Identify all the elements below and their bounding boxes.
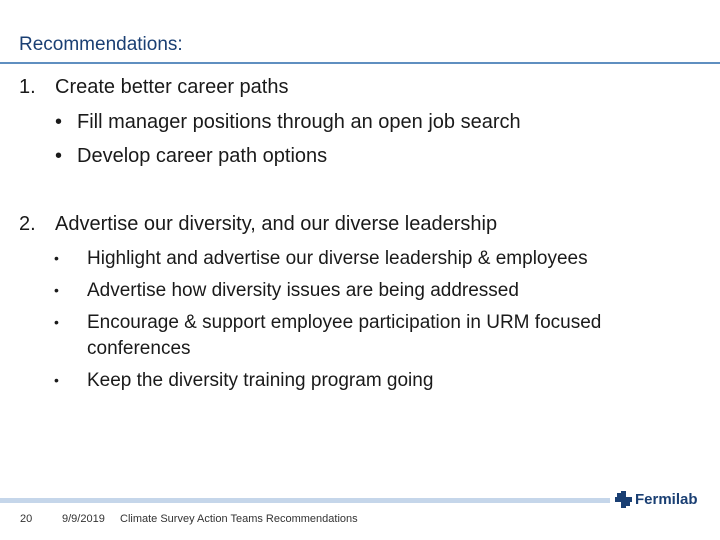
bullet-marker: •: [54, 372, 59, 388]
section-2-bullet: [54, 247, 588, 270]
page-number: 20: [20, 513, 33, 525]
section-2-heading: [19, 213, 497, 236]
fermilab-logo-icon: [615, 491, 632, 508]
bullet-text: Fill manager positions through an open job search: [77, 111, 521, 133]
slide-title: Recommendations:: [19, 34, 183, 55]
bullet-text: Encourage & support employee participation in URM focused: [87, 312, 602, 333]
section-1-heading-text: Create better career paths: [55, 76, 289, 98]
bullet-text: Keep the diversity training program going: [87, 370, 434, 391]
bullet-marker: •: [54, 314, 59, 330]
bullet-text: Advertise how diversity issues are being addressed: [87, 280, 519, 301]
logo-name: Fermilab: [635, 491, 698, 508]
section-1-bullet: [55, 145, 327, 168]
section-2-bullet: [54, 311, 602, 334]
fermilab-logo: [615, 491, 698, 508]
section-2-bullet: [54, 279, 519, 302]
bullet-marker: •: [54, 250, 59, 266]
section-2-bullet: [54, 369, 434, 392]
footer-caption: Climate Survey Action Teams Recommendations: [120, 513, 358, 525]
section-1-number: 1.: [19, 76, 36, 98]
section-1-heading: [19, 76, 288, 99]
section-2-number: 2.: [19, 213, 36, 235]
section-1-bullet: [55, 111, 521, 134]
bullet-marker: •: [54, 282, 59, 298]
bullet-continuation: conferences: [87, 338, 191, 359]
bullet-text: Develop career path options: [77, 145, 328, 167]
footer-date: 9/9/2019: [62, 513, 105, 525]
section-2-heading-text: Advertise our diversity, and our diverse leadership: [55, 213, 498, 235]
bullet-marker: •: [55, 145, 63, 167]
title-divider: [0, 62, 720, 64]
footer-divider: [0, 498, 610, 503]
bullet-marker: •: [55, 111, 63, 133]
bullet-text: Highlight and advertise our diverse leadership & employees: [87, 248, 588, 269]
